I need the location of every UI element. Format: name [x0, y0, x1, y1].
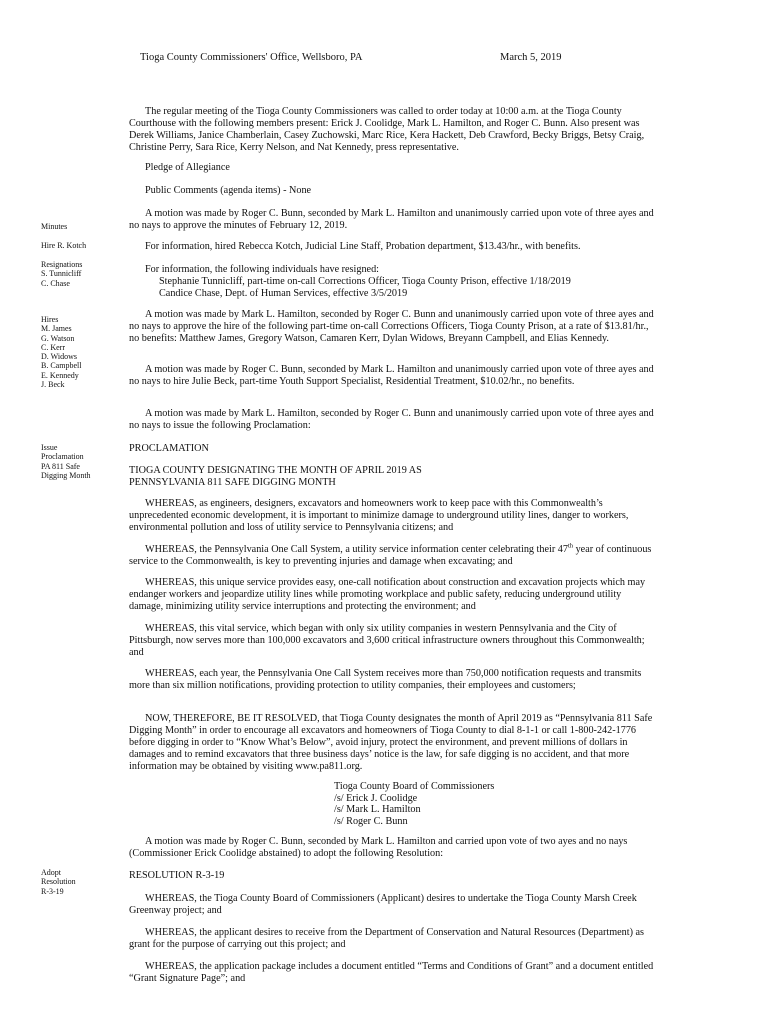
margin-note-minutes: Minutes — [41, 222, 68, 231]
whereas-5-paragraph: WHEREAS, each year, the Pennsylvania One Call System receives more than 750,000 notification requests and transmits more than six million notifications, providing protection to utility companies, their employees and customers; — [129, 668, 642, 691]
proclamation-motion-paragraph: A motion was made by Mark L. Hamilton, seconded by Roger C. Bunn and unanimously carried upon vote of three ayes and no nays to issue the following Proclamation: — [129, 408, 654, 431]
whereas-2-paragraph: WHEREAS, the Pennsylvania One Call System, a utility service information center celebrating their 47th year of continuous service to the Commonwealth, is key to preventing injuries and damage when excavating; and — [129, 542, 652, 567]
minutes-motion-paragraph: A motion was made by Roger C. Bunn, seconded by Mark L. Hamilton and unanimously carried upon vote of three ayes and no nays to approve the minutes of February 12, 2019. — [129, 208, 654, 231]
proclamation-title: PROCLAMATION — [129, 443, 209, 454]
margin-note-hire: Hire R. Kotch — [41, 241, 87, 250]
header-office: Tioga County Commissioners' Office, Wellsboro, PA — [140, 52, 363, 63]
hire-kotch-paragraph: For information, hired Rebecca Kotch, Judicial Line Staff, Probation department, $13.43/hr., with benefits. — [145, 241, 581, 252]
pledge-paragraph: Pledge of Allegiance — [145, 162, 230, 173]
whereas-4-paragraph: WHEREAS, this vital service, which began with only six utility companies in western Pennsylvania and the City of Pittsburgh, now serves more than 100,000 excavators and 3,600 critical infrastructure owners throughout this Commonwealth; and — [129, 623, 645, 658]
header-date: March 5, 2019 — [500, 52, 562, 63]
signature-block: Tioga County Board of Commissioners /s/ Erick J. Coolidge /s/ Mark L. Hamilton /s/ Roger C. Bunn — [334, 781, 495, 827]
hires-motion-paragraph: A motion was made by Mark L. Hamilton, seconded by Roger C. Bunn and unanimously carried upon vote of three ayes and no nays to approve the hire of the following part-time on-call Corrections Officers, Tioga County Prison, at a rate of $13.81/hr., no benefits: Matthew James, Gregory Watson, Camaren Kerr, Dylan Widows, Breyann Campbell, and Elias Kennedy. — [129, 309, 654, 344]
call-to-order-paragraph: The regular meeting of the Tioga County Commissioners was called to order today at 10:00 a.m. at the Tioga County Courthouse with the following members present: Erick J. Coolidge, Mark L. Hamilton, and Roger C. Bunn. Also present was Derek Williams, Janice Chamberlain, Casey Zuchowski, Marc Rice, Kera Hackett, Deb Crawford, Becky Briggs, Betsy Craig, Christine Perry, Sara Rice, Kerry Nelson, and Nat Kennedy, press representative. — [129, 106, 645, 153]
whereas-3-paragraph: WHEREAS, this unique service provides easy, one-call notification about construction and excavation projects which may endanger workers and jeopardize utility lines while promoting workplace and public safety, reducing underground utility damage, minimizing utility service interruptions and protecting the environment; and — [129, 577, 646, 612]
resolution-whereas-3-paragraph: WHEREAS, the application package includes a document entitled “Terms and Conditions of Grant” and a document entitled “Grant Signature Page”; and — [129, 961, 654, 984]
public-comments-paragraph: Public Comments (agenda items) - None — [145, 185, 312, 196]
resolution-motion-paragraph: A motion was made by Roger C. Bunn, seconded by Mark L. Hamilton and carried upon vote of two ayes and no nays (Commissioner Erick Coolidge abstained) to adopt the following Resolution: — [129, 836, 628, 859]
beck-motion-paragraph: A motion was made by Roger C. Bunn, seconded by Mark L. Hamilton and unanimously carried upon vote of three ayes and no nays to hire Julie Beck, part-time Youth Support Specialist, Residential Treatment, $10.02/hr., no benefits. — [129, 364, 654, 387]
resolution-whereas-2-paragraph: WHEREAS, the applicant desires to receive from the Department of Conservation and Natural Resources (Department) as grant for the purpose of carrying out this project; and — [129, 927, 645, 950]
proclamation-subtitle: TIOGA COUNTY DESIGNATING THE MONTH OF APRIL 2019 AS PENNSYLVANIA 811 SAFE DIGGING MONTH — [129, 465, 422, 488]
resignations-paragraph: For information, the following individuals have resigned: Stephanie Tunnicliff, part-time on-call Corrections Officer, Tioga County Prison, effective 1/18/2019 Candice Chase, Dept. of Human Services, effective 3/5/2019 — [145, 264, 571, 299]
margin-note-resignations: Resignations S. Tunnicliff C. Chase — [41, 260, 83, 288]
resolution-whereas-1-paragraph: WHEREAS, the Tioga County Board of Commissioners (Applicant) desires to undertake the Tioga County Marsh Creek Greenway project; and — [129, 893, 637, 916]
margin-note-proclamation: Issue Proclamation PA 811 Safe Digging Month — [41, 443, 91, 480]
whereas-1-paragraph: WHEREAS, as engineers, designers, excavators and homeowners work to keep pace with this Commonwealth’s unprecedented economic development, it is important to minimize damage to underground utility lines, danger to workers, environmental pollution and loss of utility service to Pennsylvania citizens; and — [129, 498, 629, 533]
resolution-title: RESOLUTION R-3-19 — [129, 870, 225, 881]
margin-note-hires: Hires M. James G. Watson C. Kerr D. Widows B. Campbell E. Kennedy J. Beck — [41, 315, 82, 390]
resolved-paragraph: NOW, THEREFORE, BE IT RESOLVED, that Tioga County designates the month of April 2019 as “Pennsylvania 811 Safe Digging Month” in order to encourage all excavators and homeowners of Tioga County to dial 8-1-1 or call 1-800-242-1776 before digging in order to “Know What’s Below”, avoid injury, protect the environment, and prevent millions of dollars in damages and to remind excavators that three business days’ notice is the law, for safe digging is no accident, and that more information may be obtained by visiting www.pa811.org. — [129, 713, 653, 772]
margin-note-resolution: Adopt Resolution R-3-19 — [41, 868, 76, 896]
